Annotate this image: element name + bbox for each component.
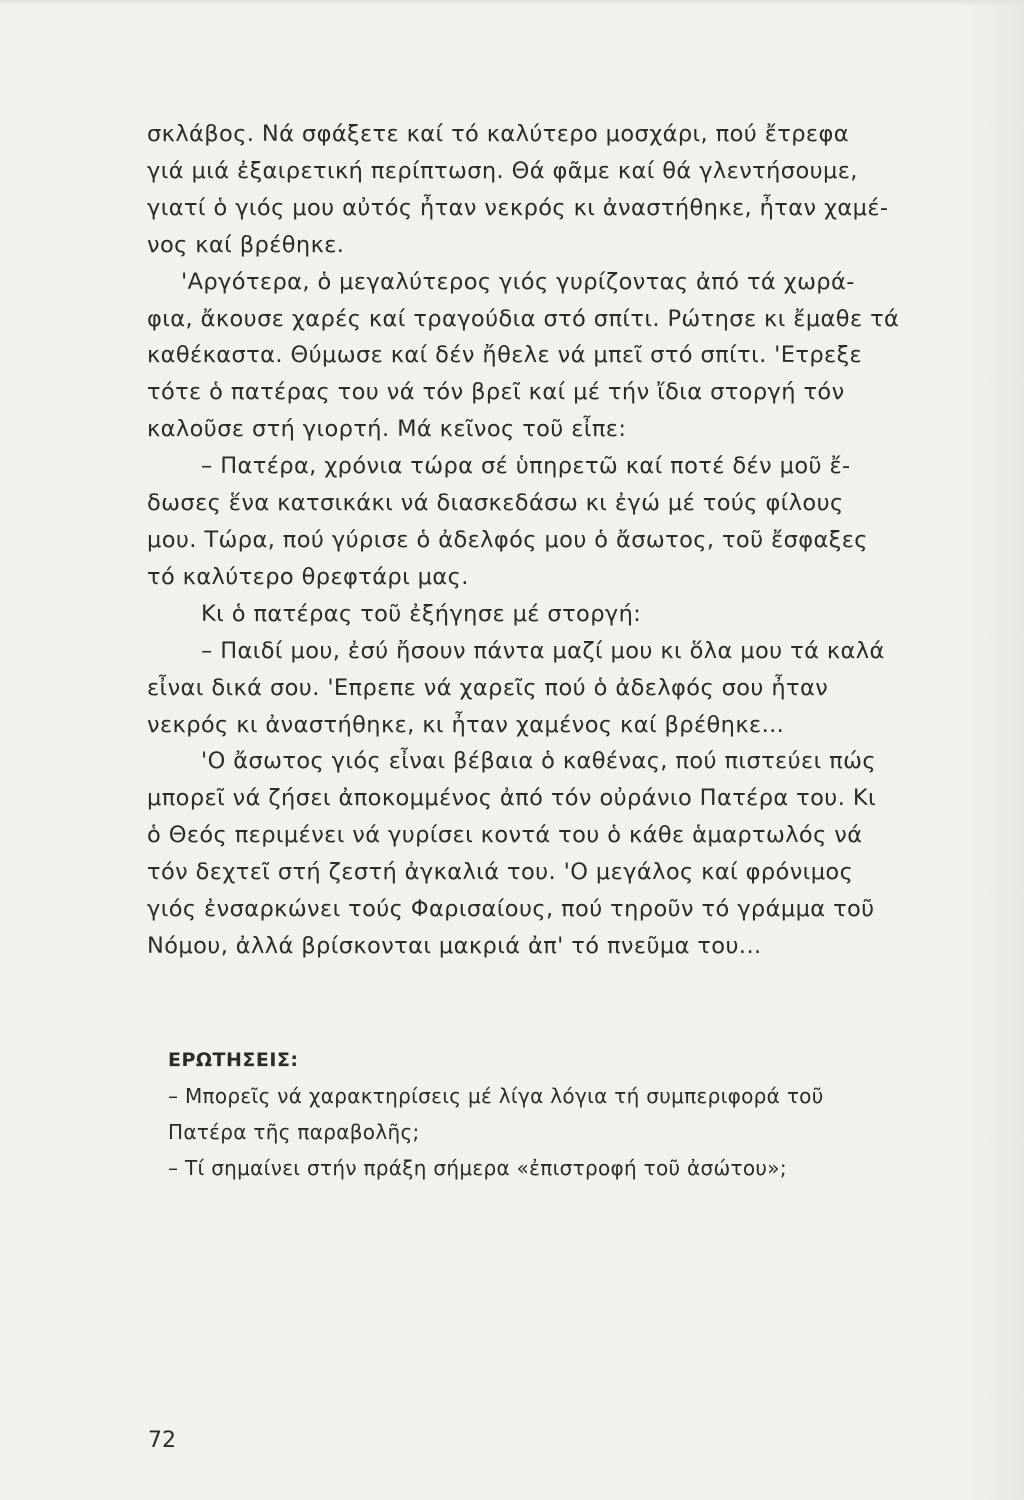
text-line: τό καλύτερο θρεφτάρι μας. bbox=[147, 563, 469, 590]
page-number: 72 bbox=[148, 1428, 176, 1453]
text-line: εἶναι δικά σου. 'Επρεπε νά χαρεῖς πού ὁ ἀδελφός σου ἦταν bbox=[147, 674, 829, 701]
text-line: – Πατέρα, χρόνια τώρα σέ ὑπηρετῶ καί ποτέ δέν μοῦ ἔ- bbox=[201, 453, 851, 480]
text-line: – Παιδί μου, ἐσύ ἤσουν πάντα μαζί μου κι ὅλα μου τά καλά bbox=[201, 637, 885, 664]
body-text bbox=[147, 116, 977, 965]
question-line: – Τί σημαίνει στήν πράξη σήμερα «ἐπιστροφή τοῦ ἀσώτου»; bbox=[168, 1156, 787, 1180]
text-line: καλοῦσε στή γιορτή. Μά κεῖνος τοῦ εἶπε: bbox=[147, 416, 627, 443]
text-line: τότε ὁ πατέρας του νά τόν βρεῖ καί μέ τήν ἴδια στοργή τόν bbox=[147, 379, 845, 406]
text-line: σκλάβος. Νά σφάξετε καί τό καλύτερο μοσχάρι, πού ἔτρεφα bbox=[147, 121, 849, 147]
page-top-edge bbox=[0, 0, 1024, 6]
text-line: φια, ἄκουσε χαρές καί τραγούδια στό σπίτι. Ρώτησε κι ἔμαθε τά bbox=[147, 305, 900, 332]
text-line: γιατί ὁ γιός μου αὐτός ἦταν νεκρός κι ἀναστήθηκε, ἦταν χαμέ- bbox=[147, 194, 889, 221]
text-line: Νόμου, ἀλλά βρίσκονται μακριά ἀπ' τό πνεῦμα του... bbox=[147, 932, 762, 959]
text-line: μου. Τώρα, πού γύρισε ὁ ἀδελφός μου ὁ ἄσωτος, τοῦ ἔσφαξες bbox=[147, 526, 868, 553]
text-line: μπορεῖ νά ζήσει ἀποκομμένος ἀπό τόν οὐράνιο Πατέρα του. Κι bbox=[147, 785, 876, 812]
question-line: Πατέρα τῆς παραβολῆς; bbox=[168, 1120, 420, 1144]
text-line: καθέκαστα. Θύμωσε καί δέν ἤθελε νά μπεῖ στό σπίτι. 'Ετρεξε bbox=[147, 342, 863, 369]
text-line: Κι ὁ πατέρας τοῦ ἐξήγησε μέ στοργή: bbox=[201, 600, 642, 627]
text-line: 'Ο ἄσωτος γιός εἶναι βέβαια ὁ καθένας, πού πιστεύει πώς bbox=[201, 748, 876, 775]
text-line: ὁ Θεός περιμένει νά γυρίσει κοντά του ὁ κάθε ἁμαρτωλός νά bbox=[147, 822, 863, 849]
text-line: δωσες ἕνα κατσικάκι νά διασκεδάσω κι ἐγώ μέ τούς φίλους bbox=[147, 490, 844, 517]
text-line: γιά μιά ἐξαιρετική περίπτωση. Θά φᾶμε καί θά γλεντήσουμε, bbox=[147, 157, 858, 184]
text-line: τόν δεχτεῖ στή ζεστή ἀγκαλιά του. 'Ο μεγάλος καί φρόνιμος bbox=[147, 859, 854, 886]
text-line: νεκρός κι ἀναστήθηκε, κι ἦταν χαμένος καί βρέθηκε... bbox=[147, 711, 785, 738]
text-line: 'Αργότερα, ὁ μεγαλύτερος γιός γυρίζοντας ἀπό τά χωρά- bbox=[181, 268, 855, 295]
questions-section bbox=[168, 1042, 978, 1186]
text-line: νος καί βρέθηκε. bbox=[147, 231, 345, 258]
question-line: – Μπορεῖς νά χαρακτηρίσεις μέ λίγα λόγια τή συμπεριφορά τοῦ bbox=[168, 1084, 824, 1108]
text-line: γιός ἐνσαρκώνει τούς Φαρισαίους, πού τηροῦν τό γράμμα τοῦ bbox=[147, 896, 875, 923]
questions-title: ΕΡΩΤΗΣΕΙΣ: bbox=[168, 1049, 299, 1071]
